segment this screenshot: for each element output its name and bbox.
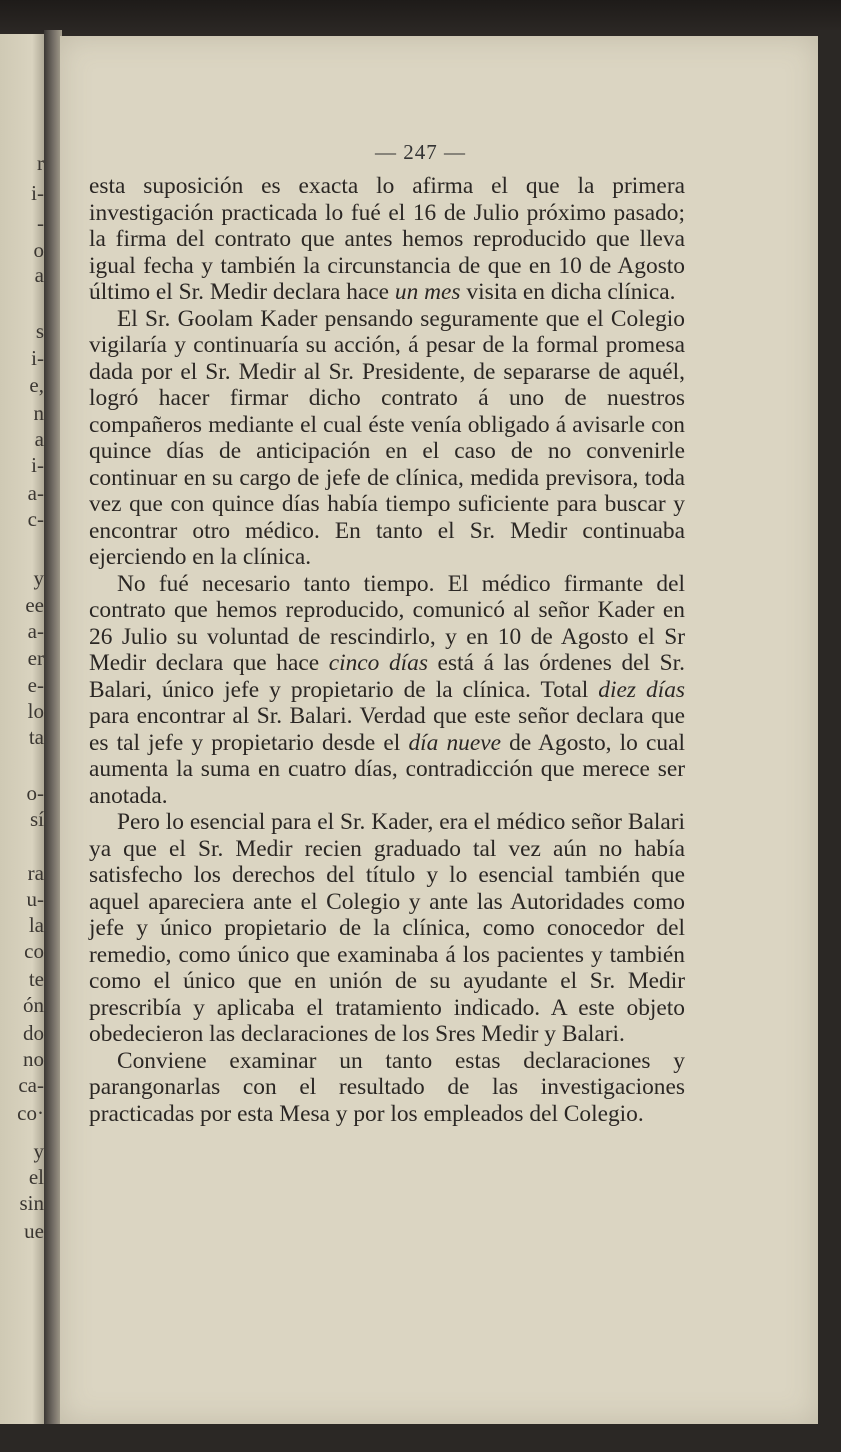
facing-page-fragment: a	[34, 427, 44, 451]
facing-page-fragment: r	[37, 151, 44, 175]
scan-background-right	[818, 30, 841, 1452]
facing-page-fragment: e,	[29, 373, 44, 397]
facing-page-fragment: ee	[25, 593, 44, 617]
facing-page-fragment: a-	[27, 619, 44, 643]
paragraph-4: Pero lo esencial para el Sr. Kader, era el médico señor Balari ya que el Sr. Medir recien graduado tal vez aún no había satisfecho los derechos del título y lo esencial también que aquel apareciera ante el Colegio y ante las Autoridades como jefe y único propietario de la clínica, como conocedor del remedio, como único que examinaba á los pacientes y también como el único que en unión de su ayudante el Sr. Medir prescribía y aplicaba el tratamiento indicado. A este objeto obedecieron las declaraciones de los Sres Medir y Balari.	[89, 809, 685, 1047]
facing-page-fragment: ca-	[18, 1073, 44, 1097]
scan-background-top	[0, 0, 841, 40]
facing-page-fragment: no	[23, 1047, 44, 1071]
facing-page-fragment: co	[24, 939, 44, 963]
page-number: — 247 —	[375, 140, 466, 164]
scan-background-bottom	[0, 1424, 841, 1452]
paragraph-5: Conviene examinar un tanto estas declaraciones y parangonarlas con el resultado de las investigaciones practicadas por esta Mesa y por los empleados del Colegio.	[89, 1047, 685, 1127]
paragraph-3: No fué necesario tanto tiempo. El médico firmante del contrato que hemos reproducido, comunicó al señor Kader en 26 Julio su voluntad de rescindirlo, y en 10 de Agosto el Sr Medir declara que hace cinco días está á las órdenes del Sr. Balari, único jefe y propietario de la clínica. Total diez días para encontrar al Sr. Balari. Verdad que este señor declara que es tal jefe y propietario desde el día nueve de Agosto, lo cual aumenta la suma en cuatro días, contradicción que merece ser anotada.	[89, 570, 685, 809]
facing-page-fragment: c-	[27, 507, 44, 531]
facing-page-edge	[0, 34, 46, 1424]
facing-page-fragment: e-	[27, 673, 44, 697]
facing-page-fragment: a	[34, 263, 44, 287]
body-text	[89, 173, 685, 1127]
facing-page-fragment: ra	[27, 861, 44, 885]
facing-page-fragment: sí	[29, 807, 44, 831]
facing-page-fragment: ta	[28, 725, 44, 749]
facing-page-fragment: s	[35, 319, 44, 343]
facing-page-fragment: do	[23, 1021, 44, 1045]
facing-page-fragment: te	[28, 967, 44, 991]
facing-page-fragment: y	[33, 566, 44, 590]
paragraph-1: esta suposición es exacta lo afirma el que la primera investigación practicada lo fué el 16 de Julio próximo pasado; la firma del contrato que antes hemos reproducido que lleva igual fecha y también la circunstancia de que en 10 de Agosto último el Sr. Medir declara hace un mes visita en dicha clínica.	[89, 173, 685, 305]
paragraph-2: El Sr. Goolam Kader pensando seguramente que el Colegio vigilaría y continuaría su acción, á pesar de la formal promesa dada por el Sr. Medir al Sr. Presidente, de separarse de aquél, logró hacer firmar dicho contrato á uno de nuestros compañeros mediante el cual éste venía obligado á avisarle con quince días de anticipación en el caso de no convenirle continuar en su cargo de jefe de clínica, medida previsora, toda vez que con quince días había tiempo suficiente para buscar y encontrar otro médico. En tanto el Sr. Medir continuaba ejerciendo en la clínica.	[89, 305, 685, 570]
facing-page-fragment: la	[28, 913, 44, 937]
facing-page-fragment: ón	[23, 993, 44, 1017]
facing-page-fragment: o-	[26, 781, 44, 805]
facing-page-fragment: lo	[27, 699, 44, 723]
facing-page-fragment: u-	[26, 887, 44, 911]
facing-page-fragment: co·	[17, 1101, 44, 1125]
facing-page-fragment: sin	[19, 1191, 44, 1215]
facing-page-fragment: ue	[24, 1219, 44, 1243]
facing-page-fragment: n	[33, 401, 44, 425]
facing-page-fragment: -	[37, 211, 44, 235]
facing-page-fragment: er	[27, 646, 44, 670]
facing-page-fragment: y	[33, 1139, 44, 1163]
facing-page-fragment: i-	[31, 181, 44, 205]
facing-page-fragment: o	[33, 238, 44, 262]
facing-page-fragment: i-	[31, 453, 44, 477]
facing-page-fragment: a-	[27, 481, 44, 505]
facing-page-fragment: el	[28, 1165, 44, 1189]
facing-page-fragment: i-	[31, 346, 44, 370]
